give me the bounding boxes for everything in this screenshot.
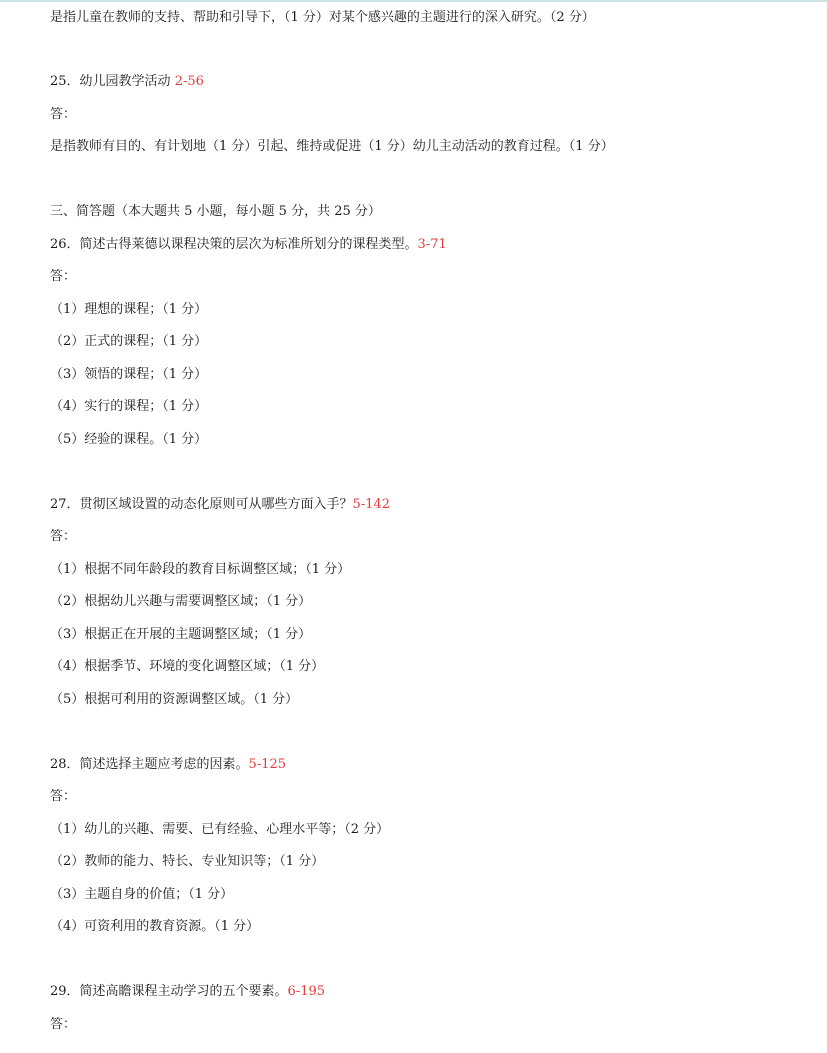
answer-label: 答： xyxy=(50,1017,77,1032)
section-heading: 三、简答题（本大题共 5 小题，每小题 5 分，共 25 分） xyxy=(50,204,381,219)
answer-item: （1）根据不同年龄段的教育目标调整区域；（1 分） xyxy=(50,562,351,577)
question-25-title: 25．幼儿园教学活动 2-56 xyxy=(50,74,204,89)
page-reference: 6-195 xyxy=(287,984,326,999)
answer-item: （1）理想的课程；（1 分） xyxy=(50,302,208,317)
answer-label: 答： xyxy=(50,269,77,284)
page-reference: 3-71 xyxy=(417,237,447,252)
answer-item: （4）根据季节、环境的变化调整区域；（1 分） xyxy=(50,659,325,674)
page-reference: 2-56 xyxy=(174,74,204,89)
answer-label: 答： xyxy=(50,789,77,804)
answer-item: （3）主题自身的价值；（1 分） xyxy=(50,887,234,902)
answer-label: 答： xyxy=(50,107,77,122)
definition-24-text: 是指儿童在教师的支持、帮助和引导下，（1 分）对某个感兴趣的主题进行的深入研究。（2 分） xyxy=(50,10,595,25)
answer-item: （2）教师的能力、特长、专业知识等；（1 分） xyxy=(50,854,325,869)
page-reference: 5-142 xyxy=(352,497,391,512)
question-28-title: 28．简述选择主题应考虑的因素。5-125 xyxy=(50,757,287,772)
answer-item: （2）正式的课程；（1 分） xyxy=(50,334,208,349)
answer-item: （3）根据正在开展的主题调整区域；（1 分） xyxy=(50,627,312,642)
answer-item: （2）根据幼儿兴趣与需要调整区域；（1 分） xyxy=(50,594,312,609)
answer-item: （4）实行的课程；（1 分） xyxy=(50,399,208,414)
answer-item: （5）经验的课程。（1 分） xyxy=(50,432,208,447)
question-29-title: 29．简述高瞻课程主动学习的五个要素。6-195 xyxy=(50,984,326,999)
question-27-title: 27．贯彻区域设置的动态化原则可从哪些方面入手？5-142 xyxy=(50,497,391,512)
page-reference: 5-125 xyxy=(248,757,287,772)
answer-item: （4）可资利用的教育资源。（1 分） xyxy=(50,919,260,934)
definition-25-text: 是指教师有目的、有计划地（1 分）引起、维持或促进（1 分）幼儿主动活动的教育过程。（1 分） xyxy=(50,139,614,154)
answer-item: （1）幼儿的兴趣、需要、已有经验、心理水平等；（2 分） xyxy=(50,822,390,837)
question-26-title: 26．简述古得莱德以课程决策的层次为标准所划分的课程类型。3-71 xyxy=(50,237,447,252)
answer-item: （3）领悟的课程；（1 分） xyxy=(50,367,208,382)
answer-item: （5）根据可利用的资源调整区域。（1 分） xyxy=(50,692,299,707)
answer-label: 答： xyxy=(50,529,77,544)
